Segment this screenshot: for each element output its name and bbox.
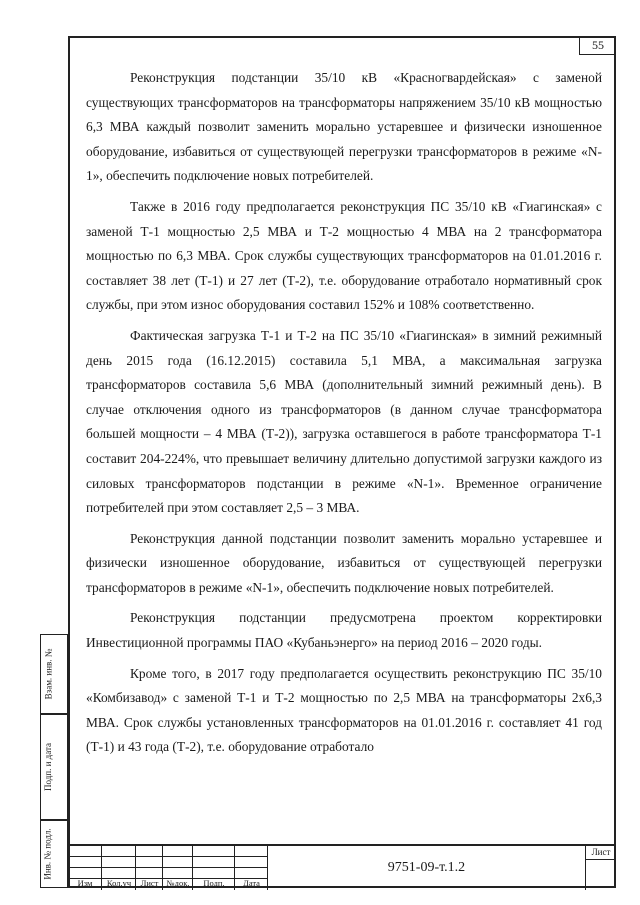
- sheet-cell: [586, 846, 616, 890]
- stamp-inv-podl-label: Инв. № подл.: [43, 828, 53, 880]
- col-list: Лист: [140, 878, 159, 888]
- col-podp: Подп.: [203, 878, 225, 888]
- title-block: [68, 844, 616, 888]
- document-body: [86, 66, 602, 760]
- document-code: 9751-09-т.1.2: [268, 846, 586, 890]
- sheet-label: Лист: [591, 847, 611, 857]
- revision-table: [68, 846, 268, 890]
- col-kol-uch: Кол.уч: [106, 878, 132, 888]
- paragraph-4: Реконструкция данной подстанции позволит заменить морально устаревшее и физически изношенное оборудование, избавиться от существующей перегрузки трансформаторов в режиме «N-1», обеспечить подключение новых потребителей.: [86, 530, 602, 595]
- paragraph-3: Фактическая загрузка Т-1 и Т-2 на ПС 35/10 «Гиагинская» в зимний режимный день 2015 года (16.12.2015) составила 5,1 МВА, а максимальная загрузка трансформаторов составила 5,6 МВА (дополнительный зимний режимный день). В случае отключения одного из трансформаторов (в данном случае трансформатора большей мощности – 4 МВА (Т-2)), загрузка оставшегося в работе трансформатора Т-1 составит 204-224%, что превышает величину длительно допустимой загрузки каждого из силовых трансформаторов подстанции в режиме «N-1». Временное ограничение потребителей при этом составляет 2,5 – 3 МВА.: [86, 327, 602, 516]
- stamp-podp-data: [40, 714, 68, 820]
- stamp-podp-data-label: Подп. и дата: [43, 742, 53, 792]
- stamp-inv-podl: [40, 820, 68, 888]
- paragraph-5: Реконструкция подстанции предусмотрена проектом корректировки Инвестиционной программы ПАО «Кубаньэнерго» на период 2016 – 2020 годы.: [86, 610, 602, 651]
- stamp-vzam-inv-label: Взам. инв. №: [43, 648, 53, 700]
- paragraph-6: Кроме того, в 2017 году предполагается осуществить реконструкцию ПС 35/10 «Комбизавод» с заменой Т-1 и Т-2 мощностью по 2,5 МВА на трансформаторы 2х6,3 МВА. Срок службы установленных трансформаторов на 01.01.2016 г. составляет 41 год (Т-1) и 43 года (Т-2), т.е. оборудование отработало: [86, 665, 602, 755]
- stamp-vzam-inv: [40, 634, 68, 714]
- paragraph-2: Также в 2016 году предполагается реконструкция ПС 35/10 кВ «Гиагинская» с заменой Т-1 мощностью 2,5 МВА и Т-2 мощностью 4 МВА на 2 трансформатора мощностью по 6,3 МВА. Срок службы существующих трансформаторов на 01.01.2016 г. составляет 38 лет (Т-1) и 27 лет (Т-2), т.е. оборудование отработало нормативный срок службы, при этом износ оборудования составил 152% и 108% соответственно.: [86, 198, 602, 313]
- page-number: 55: [579, 36, 616, 55]
- col-ndok: №док.: [166, 878, 190, 888]
- col-izm: Изм: [77, 878, 93, 888]
- paragraph-1: Реконструкция подстанции 35/10 кВ «Красногвардейская» с заменой существующих трансформаторов на трансформаторы напряжением 35/10 кВ мощностью 6,3 МВА каждый позволит заменить морально устаревшее и физически изношенное оборудование, избавиться от существующей перегрузки трансформаторов в режиме «N-1», обеспечить подключение новых потребителей.: [86, 70, 602, 184]
- col-data: Дата: [243, 878, 260, 888]
